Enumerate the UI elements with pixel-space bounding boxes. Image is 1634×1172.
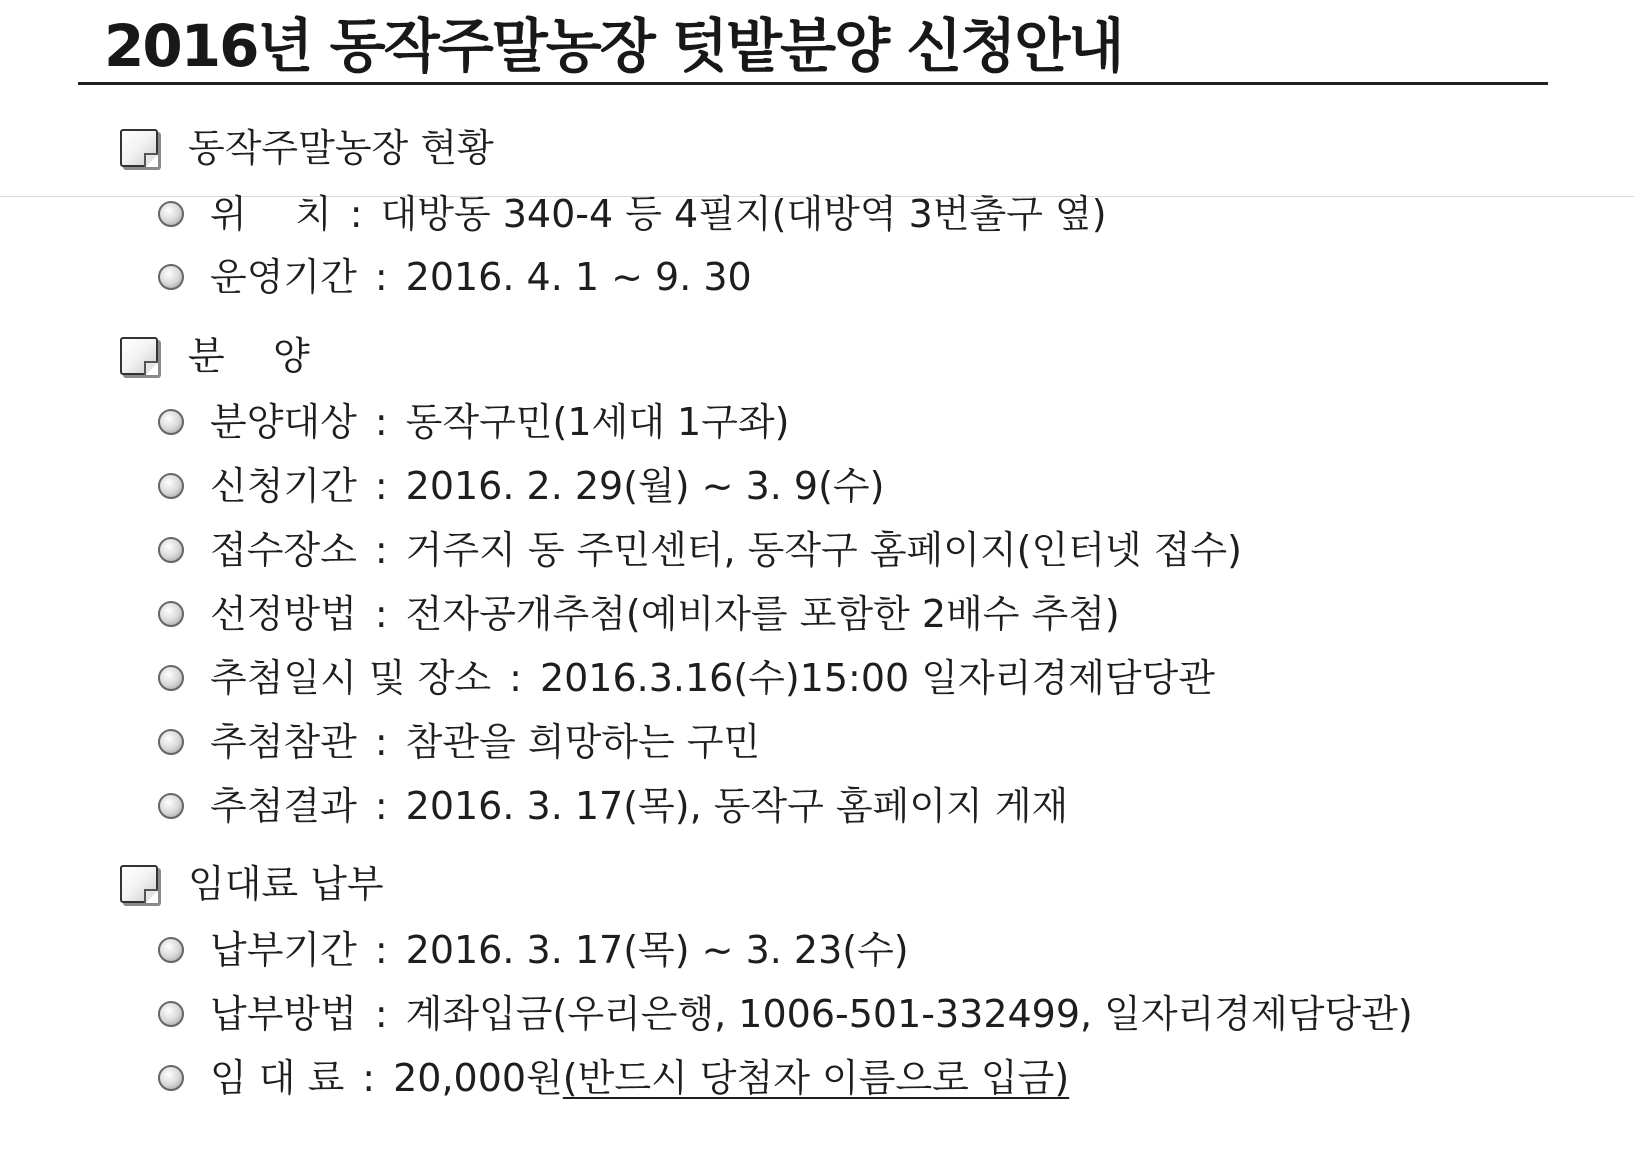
square-bullet-icon	[120, 129, 158, 167]
item-value: 계좌입금(우리은행, 1006-501-332499, 일자리경제담당관)	[405, 992, 1413, 1036]
section-heading-farm-status	[120, 122, 494, 174]
item-separator: :	[374, 720, 388, 764]
circle-bullet-icon	[158, 729, 184, 755]
item-value: 20,000원	[393, 1056, 563, 1100]
item-separator: :	[374, 784, 388, 828]
item-separator: :	[374, 255, 388, 299]
list-item-lottery-observation	[158, 716, 760, 768]
list-item-payment-period	[158, 924, 909, 976]
item-value: 동작구민(1세대 1구좌)	[405, 400, 790, 444]
item-separator: :	[349, 192, 363, 236]
circle-bullet-icon	[158, 264, 184, 290]
item-separator: :	[374, 928, 388, 972]
item-separator: :	[362, 1056, 376, 1100]
item-value: 2016.3.16(수)15:00 일자리경제담당관	[539, 656, 1215, 700]
item-label: 임 대 료	[210, 1056, 345, 1100]
item-value: 거주지 동 주민센터, 동작구 홈페이지(인터넷 접수)	[405, 528, 1242, 572]
section-heading-text: 임대료 납부	[188, 862, 384, 906]
square-bullet-icon	[120, 865, 158, 903]
item-label: 추첨참관	[210, 720, 357, 764]
list-item-rent-fee	[158, 1052, 1069, 1104]
item-label: 추첨일시 및 장소	[210, 656, 492, 700]
item-label: 분양대상	[210, 400, 357, 444]
item-separator: :	[509, 656, 522, 700]
circle-bullet-icon	[158, 601, 184, 627]
circle-bullet-icon	[158, 793, 184, 819]
item-value: 대방동 340-4 등 4필지(대방역 3번출구 옆)	[380, 192, 1107, 236]
item-label: 납부방법	[210, 992, 357, 1036]
list-item-reception-place	[158, 524, 1242, 576]
item-label: 위 치	[210, 192, 332, 236]
item-label: 납부기간	[210, 928, 357, 972]
item-separator: :	[374, 592, 388, 636]
item-label: 접수장소	[210, 528, 357, 572]
list-item-payment-method	[158, 988, 1413, 1040]
list-item-operation-period	[158, 251, 752, 303]
item-value: 참관을 희망하는 구민	[405, 720, 761, 764]
list-item-application-period	[158, 460, 884, 512]
circle-bullet-icon	[158, 1065, 184, 1091]
item-label: 선정방법	[210, 592, 357, 636]
list-item-selection-method	[158, 588, 1120, 640]
item-label: 추첨결과	[210, 784, 357, 828]
item-label: 운영기간	[210, 255, 357, 299]
square-bullet-icon	[120, 337, 158, 375]
item-separator: :	[374, 528, 388, 572]
section-heading-allotment	[120, 330, 310, 382]
circle-bullet-icon	[158, 201, 184, 227]
item-value: 전자공개추첨(예비자를 포함한 2배수 추첨)	[405, 592, 1120, 636]
section-heading-text: 분 양	[188, 334, 310, 378]
item-separator: :	[374, 400, 388, 444]
list-item-lottery-datetime-place	[158, 652, 1215, 704]
item-value: 2016. 4. 1 ~ 9. 30	[405, 255, 752, 299]
list-item-lottery-result	[158, 780, 1068, 832]
item-label: 신청기간	[210, 464, 357, 508]
item-value: 2016. 3. 17(목), 동작구 홈페이지 게재	[405, 784, 1069, 828]
circle-bullet-icon	[158, 665, 184, 691]
section-heading-rent-payment	[120, 858, 384, 910]
item-separator: :	[374, 464, 388, 508]
circle-bullet-icon	[158, 937, 184, 963]
item-note: (반드시 당첨자 이름으로 입금)	[562, 1056, 1070, 1100]
list-item-location	[158, 188, 1107, 240]
document-title: 2016년 동작주말농장 텃밭분양 신청안내	[104, 12, 1123, 80]
circle-bullet-icon	[158, 537, 184, 563]
title-underline	[78, 82, 1548, 85]
circle-bullet-icon	[158, 1001, 184, 1027]
item-separator: :	[374, 992, 388, 1036]
item-value: 2016. 2. 29(월) ~ 3. 9(수)	[405, 464, 885, 508]
circle-bullet-icon	[158, 409, 184, 435]
item-value: 2016. 3. 17(목) ~ 3. 23(수)	[405, 928, 909, 972]
list-item-eligibility	[158, 396, 789, 448]
section-heading-text: 동작주말농장 현황	[188, 126, 494, 170]
circle-bullet-icon	[158, 473, 184, 499]
